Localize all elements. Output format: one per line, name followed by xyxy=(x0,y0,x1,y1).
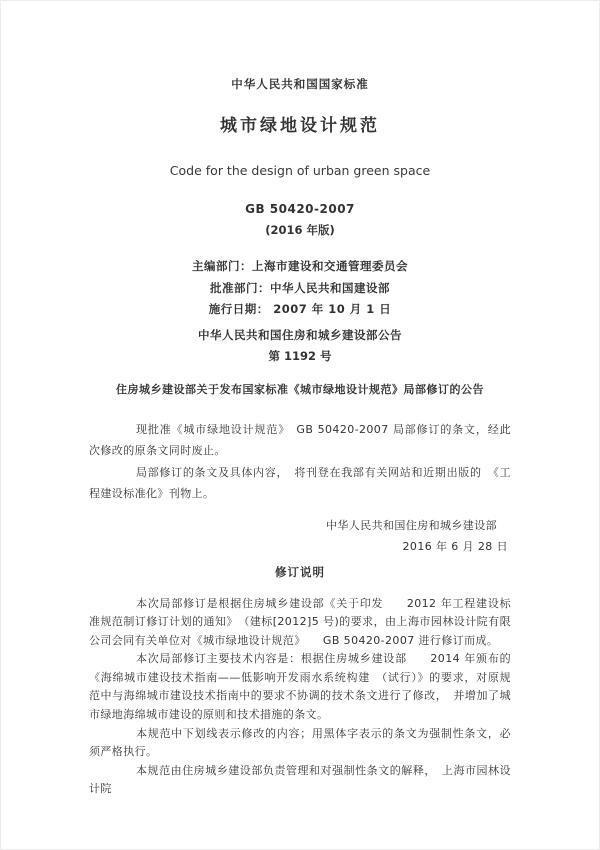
announcement-number: 第 1192 号 xyxy=(268,348,332,363)
chief-department-line: 主编部门：上海市建设和交通管理委员会 xyxy=(192,259,408,273)
department-block xyxy=(89,256,511,321)
announcement-body xyxy=(89,419,511,505)
signature-block xyxy=(89,515,511,557)
announcement-subject: 住房城乡建设部关于发布国家标准《城市绿地设计规范》局部修订的公告 xyxy=(116,382,484,396)
revision-paragraph: 本次局部修订是根据住房城乡建设部《关于印发 2012 年工程建设标准规范制订修订计划的通知》 （建标[2012]5 号)的要求，由上海市园林设计院有限公司会同有关单位对《城市绿地设计规范》 GB 50420-2007 进行修订而成。 xyxy=(89,596,511,647)
implementation-date-line: 施行日期： 2007 年 10 月 1 日 xyxy=(208,302,392,316)
document-title: 城市绿地设计规范 xyxy=(220,116,380,136)
announcement-paragraph: 局部修订的条文及具体内容， 将刊登在我部有关网站和近期出版的 《工程建设标准化》刊物上。 xyxy=(89,465,511,500)
revision-paragraph: 本次局部修订主要技术内容是：根据住房城乡建设部 2014 年颁布的《海绵城市建设技术指南——低影响开发雨水系统构建 （试行）》的要求，对原规范中与海绵城市建设技术指南中的要求不协调的技术条文进行了修改， 并增加了城市绿地海绵城市建设的原则和技术措施的条文。 xyxy=(89,652,511,722)
approval-department-line: 批准部门：中华人民共和国建设部 xyxy=(210,280,390,295)
signature-organization: 中华人民共和国住房和城乡建设部 xyxy=(326,518,497,532)
signature-date: 2016 年 6 月 28 日 xyxy=(402,539,508,553)
revision-paragraph: 本规范中下划线表示修改的内容；用黑体字表示的条文为强制性条文，必须严格执行。 xyxy=(89,726,511,759)
standard-category-label: 中华人民共和国国家标准 xyxy=(231,77,369,91)
revision-note-title: 修订说明 xyxy=(275,564,325,579)
announcement-title: 中华人民共和国住房和城乡建设部公告 xyxy=(198,327,402,342)
announcement-paragraph: 现批准《城市绿地设计规范》 GB 50420-2007 局部修订的条文，经此次修改的原条文同时废止。 xyxy=(89,422,511,457)
standard-number: GB 50420-2007 xyxy=(245,202,355,216)
document-title-english: Code for the design of urban green space xyxy=(169,163,431,178)
revision-note-body xyxy=(89,595,511,800)
edition-label: (2016 年版) xyxy=(265,223,335,237)
revision-paragraph: 本规范由住房城乡建设部负责管理和对强制性条文的解释， 上海市园林设计院 xyxy=(89,763,511,796)
